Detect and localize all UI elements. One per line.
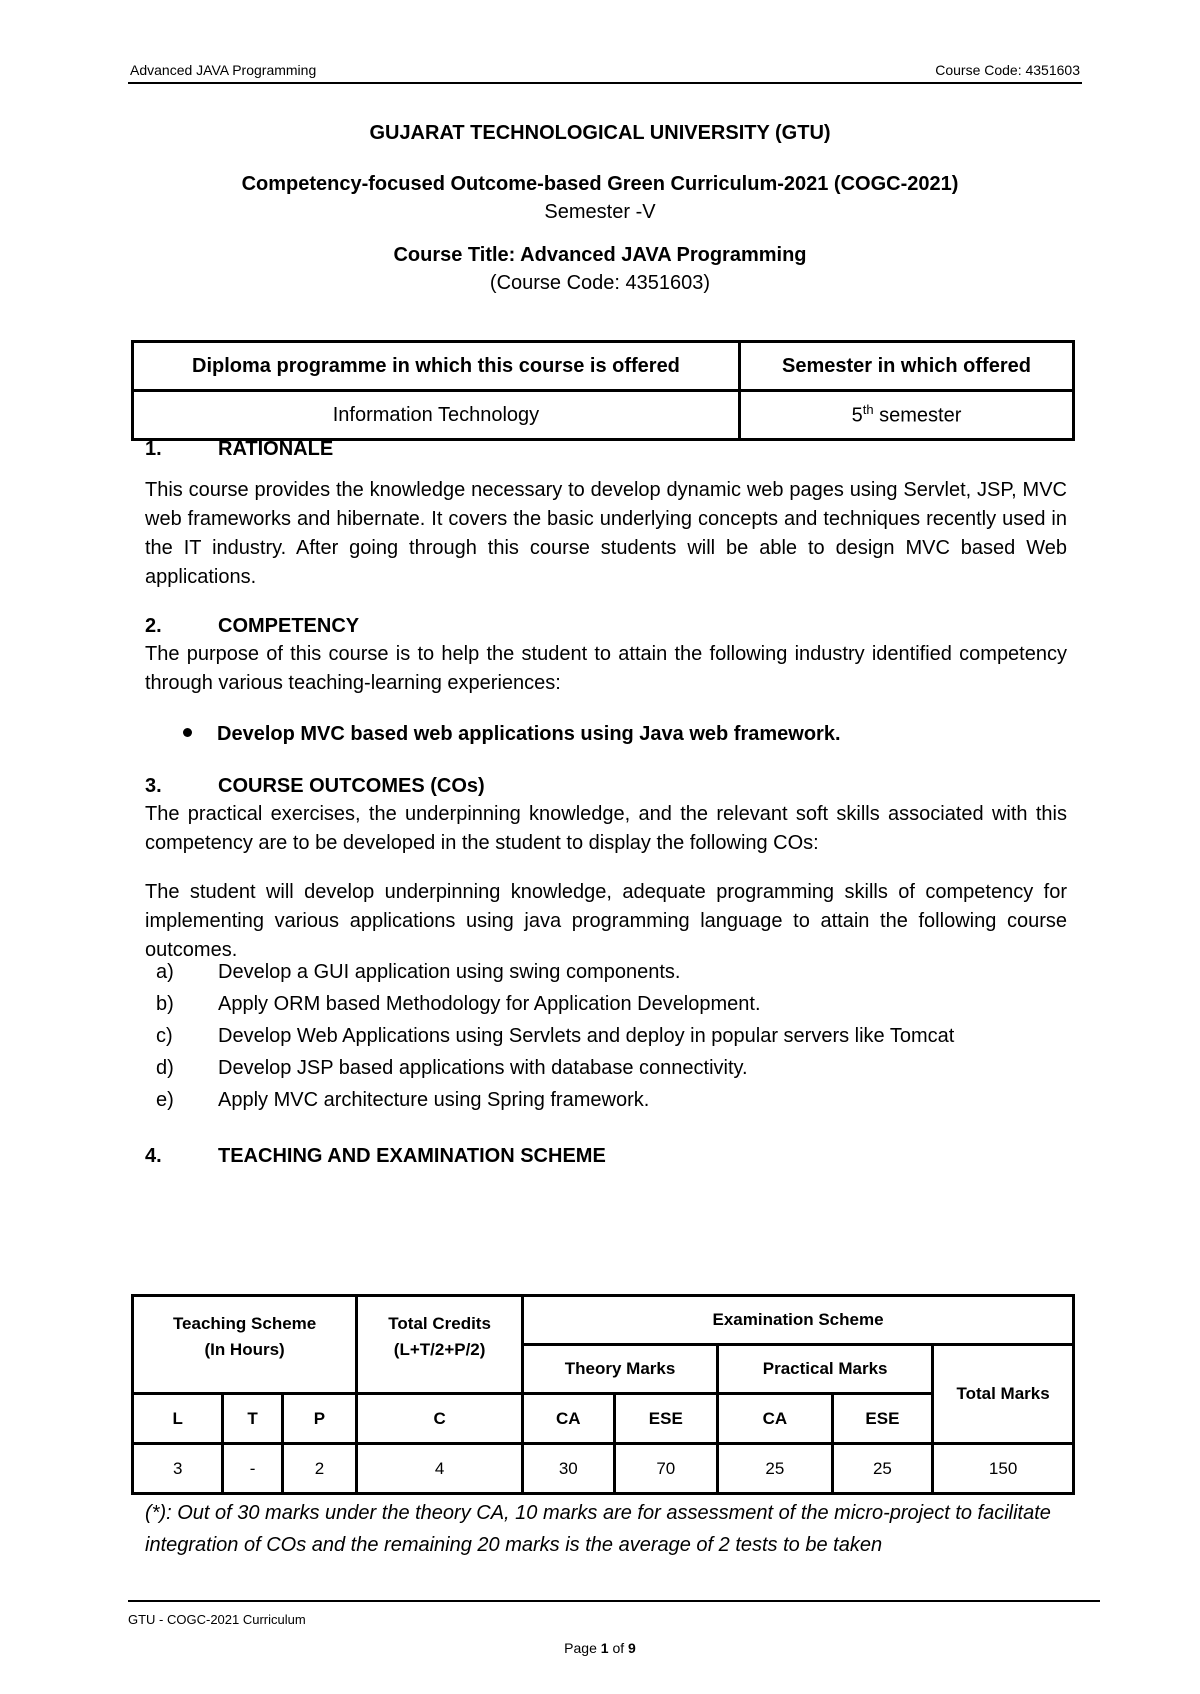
page-number: Page 1 of 9 — [564, 1640, 636, 1656]
value-p: 2 — [282, 1444, 356, 1494]
outcomes-detail-text: The student will develop underpinning knowledge, adequate programming skills of competency for implementing various applications using java programming language to attain the following course outcomes. — [145, 881, 1067, 961]
footer-rule — [128, 1600, 1100, 1602]
course-code: (Course Code: 4351603) — [489, 272, 711, 294]
value-t: - — [223, 1444, 282, 1494]
header-course-name: Advanced JAVA Programming — [130, 62, 317, 78]
programme-header: Diploma programme in which this course is offered — [133, 342, 740, 391]
outcome-item-b: b) Apply ORM based Methodology for Application Development. — [156, 993, 761, 1015]
header-course-code: Course Code: 4351603 — [935, 62, 1080, 78]
theory-marks-header: Theory Marks — [523, 1345, 718, 1394]
scheme-note: (*): Out of 30 marks under the theory CA, 10 marks are for assessment of the micro-project to facilitate integration of COs and the remaining 20 marks is the average of 2 tests to be taken — [145, 1502, 1051, 1556]
sub-header-theory-ca: CA — [523, 1394, 614, 1444]
bullet-dot-icon — [183, 728, 192, 737]
total-credits-header: Total Credits (L+T/2+P/2) — [357, 1296, 523, 1394]
programme-value: Information Technology — [133, 391, 740, 440]
section-competency-heading: 2. COMPETENCY — [145, 615, 360, 637]
sub-header-theory-ese: ESE — [614, 1394, 718, 1444]
value-practical-ese: 25 — [832, 1444, 933, 1494]
university-title: GUJARAT TECHNOLOGICAL UNIVERSITY (GTU) — [369, 122, 831, 144]
curriculum-title: Competency-focused Outcome-based Green Curriculum-2021 (COGC-2021) — [241, 173, 959, 195]
sub-header-practical-ca: CA — [718, 1394, 833, 1444]
value-practical-ca: 25 — [718, 1444, 833, 1494]
sub-header-t: T — [223, 1394, 282, 1444]
scheme-table — [131, 1294, 1075, 1495]
value-theory-ca: 30 — [523, 1444, 614, 1494]
value-l: 3 — [133, 1444, 223, 1494]
semester-header: Semester in which offered — [739, 342, 1073, 391]
sub-header-practical-ese: ESE — [832, 1394, 933, 1444]
semester-label: Semester -V — [544, 201, 656, 223]
exam-scheme-header: Examination Scheme — [523, 1296, 1074, 1345]
sub-header-c: C — [357, 1394, 523, 1444]
total-marks-header: Total Marks — [933, 1345, 1074, 1444]
competency-text: The purpose of this course is to help the student to attain the following industry identified competency through various teaching-learning experiences: — [145, 643, 1067, 694]
sub-header-l: L — [133, 1394, 223, 1444]
programme-table — [131, 340, 1075, 441]
section-rationale-heading: 1. RATIONALE — [145, 438, 334, 460]
header-rule — [128, 82, 1082, 84]
practical-marks-header: Practical Marks — [718, 1345, 933, 1394]
value-theory-ese: 70 — [614, 1444, 718, 1494]
section-outcomes-heading: 3. COURSE OUTCOMES (COs) — [145, 775, 485, 797]
section-scheme-heading: 4. TEACHING AND EXAMINATION SCHEME — [145, 1145, 606, 1167]
rationale-text: This course provides the knowledge necessary to develop dynamic web pages using Servlet, JSP, MVC web frameworks and hibernate. It covers the basic underlying concepts and techniques recently used in the IT industry. After going through this course students will be able to design MVC based Web applications. — [145, 479, 1067, 588]
outcomes-intro-text: The practical exercises, the underpinning knowledge, and the relevant soft skills associated with this competency are to be developed in the student to display the following COs: — [145, 803, 1067, 854]
outcome-item-a: a) Develop a GUI application using swing components. — [156, 961, 681, 983]
semester-value: 5th semester — [739, 391, 1073, 440]
teaching-scheme-header: Teaching Scheme (In Hours) — [133, 1296, 357, 1394]
sub-header-p: P — [282, 1394, 356, 1444]
value-c: 4 — [357, 1444, 523, 1494]
value-total-marks: 150 — [933, 1444, 1074, 1494]
competency-bullet: Develop MVC based web applications using Java web framework. — [183, 723, 841, 746]
outcome-item-c: c) Develop Web Applications using Servlets and deploy in popular servers like Tomcat — [156, 1025, 955, 1047]
outcome-item-e: e) Apply MVC architecture using Spring framework. — [156, 1089, 650, 1111]
course-title: Course Title: Advanced JAVA Programming — [393, 244, 807, 266]
outcome-item-d: d) Develop JSP based applications with database connectivity. — [156, 1057, 748, 1079]
footer-curriculum: GTU - COGC-2021 Curriculum — [128, 1612, 306, 1627]
